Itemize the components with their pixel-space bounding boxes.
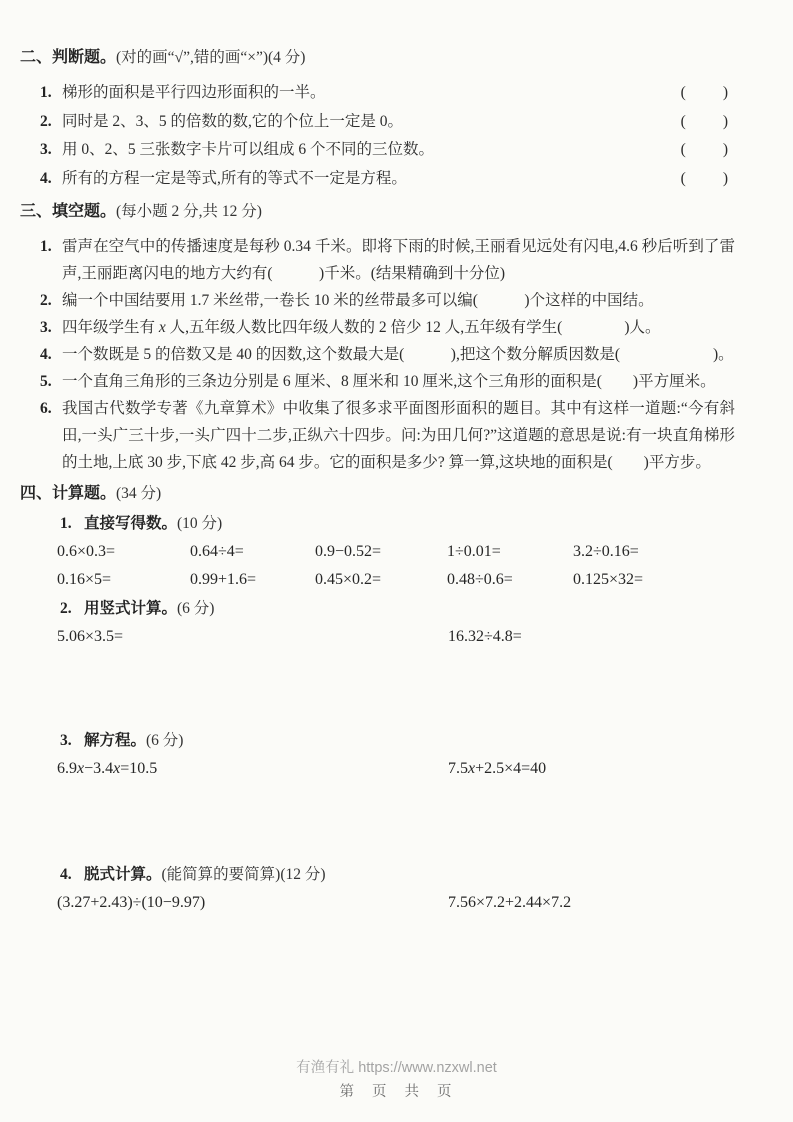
math-expression: 0.48÷0.6= — [447, 570, 513, 588]
fill-item-2 — [20, 287, 735, 314]
section-fill-header — [20, 200, 735, 224]
footer-page-line: 第 页 共 页 — [339, 1084, 454, 1100]
mental-math-row-2 — [20, 566, 735, 594]
fill-item-4 — [20, 341, 735, 368]
question-number: 2. — [40, 292, 52, 309]
section-judgment-title: 二、判断题。 — [20, 49, 117, 66]
math-expression: 6.9x−3.4x=10.5 — [57, 760, 158, 777]
math-expression: 7.56×7.2+2.44×7.2 — [448, 894, 572, 911]
section-judgment-header — [20, 46, 735, 70]
question-number: 1. — [40, 238, 52, 255]
simplify-row — [20, 889, 735, 917]
fill-item-5 — [20, 368, 735, 395]
section-calc-header — [20, 482, 735, 506]
sub-question-name: 脱式计算。 — [84, 866, 162, 883]
section-judgment — [20, 46, 735, 193]
answer-blank: ( ) — [680, 84, 730, 101]
question-number: 3. — [40, 141, 52, 158]
section-calc-note: (34 分) — [116, 485, 162, 502]
question-number: 4. — [40, 169, 52, 187]
math-expression: 0.99+1.6= — [190, 570, 257, 588]
question-number: 6. — [40, 400, 52, 417]
mental-math-row-1 — [20, 538, 735, 566]
fill-item-1 — [20, 233, 735, 287]
calc-vertical-label — [20, 595, 735, 623]
section-fill-note: (每小题 2 分,共 12 分) — [116, 203, 262, 220]
question-number: 1. — [40, 84, 52, 101]
section-calc-title: 四、计算题。 — [20, 485, 117, 502]
sub-question-number: 2. — [60, 600, 72, 617]
sub-question-note: (能简算的要简算)(12 分) — [161, 866, 326, 883]
question-text: 雷声在空气中的传播速度是每秒 0.34 千米。即将下雨的时候,王丽看见远处有闪电,4.6 秒后听到了雷声,王丽距离闪电的地方大约有( )千米。(结果精确到十分位) — [62, 238, 735, 282]
math-expression: 0.45×0.2= — [315, 570, 382, 588]
page-footer — [0, 1057, 793, 1105]
question-text: 我国古代数学专著《九章算术》中收集了很多求平面图形面积的题目。其中有这样一道题:“今有斜田,一头广三十步,一头广四十二步,正纵六十四步。问:为田几何?”这道题的意思是说:有一块直角梯形的土地,上底 30 步,下底 42 步,高 64 步。它的面积是多少? 算一算,这块地的面积是( )平方步。 — [62, 400, 735, 471]
math-expression: 16.32÷4.8= — [448, 628, 522, 645]
question-text: 同时是 2、3、5 的倍数的数,它的个位上一定是 0。 — [62, 112, 404, 130]
section-fill — [20, 200, 735, 476]
question-text: 一个数既是 5 的倍数又是 40 的因数,这个数最大是( ),把这个数分解质因数是( )。 — [62, 346, 734, 363]
equation-row — [20, 755, 735, 783]
question-number: 2. — [40, 112, 52, 130]
sub-question-number: 3. — [60, 732, 72, 749]
sub-question-name: 直接写得数。 — [84, 515, 178, 532]
sub-question-number: 4. — [60, 866, 72, 883]
fill-item-3 — [20, 314, 735, 341]
calc-simplify-label — [20, 861, 735, 889]
section-fill-title: 三、填空题。 — [20, 203, 117, 220]
calc-equation-label — [20, 727, 735, 755]
sub-question-name: 用竖式计算。 — [84, 600, 178, 617]
footer-site-line: 有渔有礼 https://www.nzxwl.net — [296, 1060, 497, 1076]
math-expression: 0.64÷4= — [190, 543, 244, 560]
calc-mental-label — [20, 510, 735, 538]
sub-question-note: (6 分) — [177, 600, 215, 617]
sub-question-name: 解方程。 — [84, 732, 147, 749]
question-text: 四年级学生有 x 人,五年级人数比四年级人数的 2 倍少 12 人,五年级有学生( )人。 — [62, 319, 661, 336]
question-text: 用 0、2、5 三张数字卡片可以组成 6 个不同的三位数。 — [62, 141, 435, 158]
vertical-calc-row — [20, 623, 735, 651]
answer-blank: ( ) — [680, 112, 730, 130]
math-expression: 3.2÷0.16= — [573, 543, 639, 560]
question-text: 一个直角三角形的三条边分别是 6 厘米、8 厘米和 10 厘米,这个三角形的面积是( )平方厘米。 — [62, 373, 716, 390]
judgment-item-1 — [20, 79, 735, 108]
math-expression: 7.5x+2.5×4=40 — [448, 760, 547, 777]
math-expression: 0.125×32= — [573, 570, 644, 588]
judgment-item-2 — [20, 108, 735, 137]
section-calc — [20, 482, 735, 917]
math-expression: 0.16×5= — [57, 570, 112, 588]
math-expression: 1÷0.01= — [447, 543, 501, 560]
question-text: 所有的方程一定是等式,所有的等式不一定是方程。 — [62, 169, 407, 187]
answer-blank: ( ) — [680, 169, 730, 187]
question-text: 编一个中国结要用 1.7 米丝带,一卷长 10 米的丝带最多可以编( )个这样的中国结。 — [62, 292, 654, 309]
math-expression: 0.6×0.3= — [57, 543, 116, 560]
judgment-item-4 — [20, 165, 735, 194]
sub-question-note: (10 分) — [177, 515, 223, 532]
math-expression: (3.27+2.43)÷(10−9.97) — [57, 894, 206, 911]
question-number: 3. — [40, 319, 52, 336]
math-expression: 0.9−0.52= — [315, 543, 382, 560]
section-judgment-note: (对的画“√”,错的画“×”)(4 分) — [116, 49, 306, 66]
question-number: 4. — [40, 346, 52, 363]
math-expression: 5.06×3.5= — [57, 628, 124, 645]
sub-question-number: 1. — [60, 515, 72, 532]
fill-item-6 — [20, 395, 735, 476]
judgment-item-3 — [20, 136, 735, 165]
answer-blank: ( ) — [680, 141, 730, 158]
sub-question-note: (6 分) — [146, 732, 184, 749]
question-text: 梯形的面积是平行四边形面积的一半。 — [62, 84, 326, 101]
question-number: 5. — [40, 373, 52, 390]
